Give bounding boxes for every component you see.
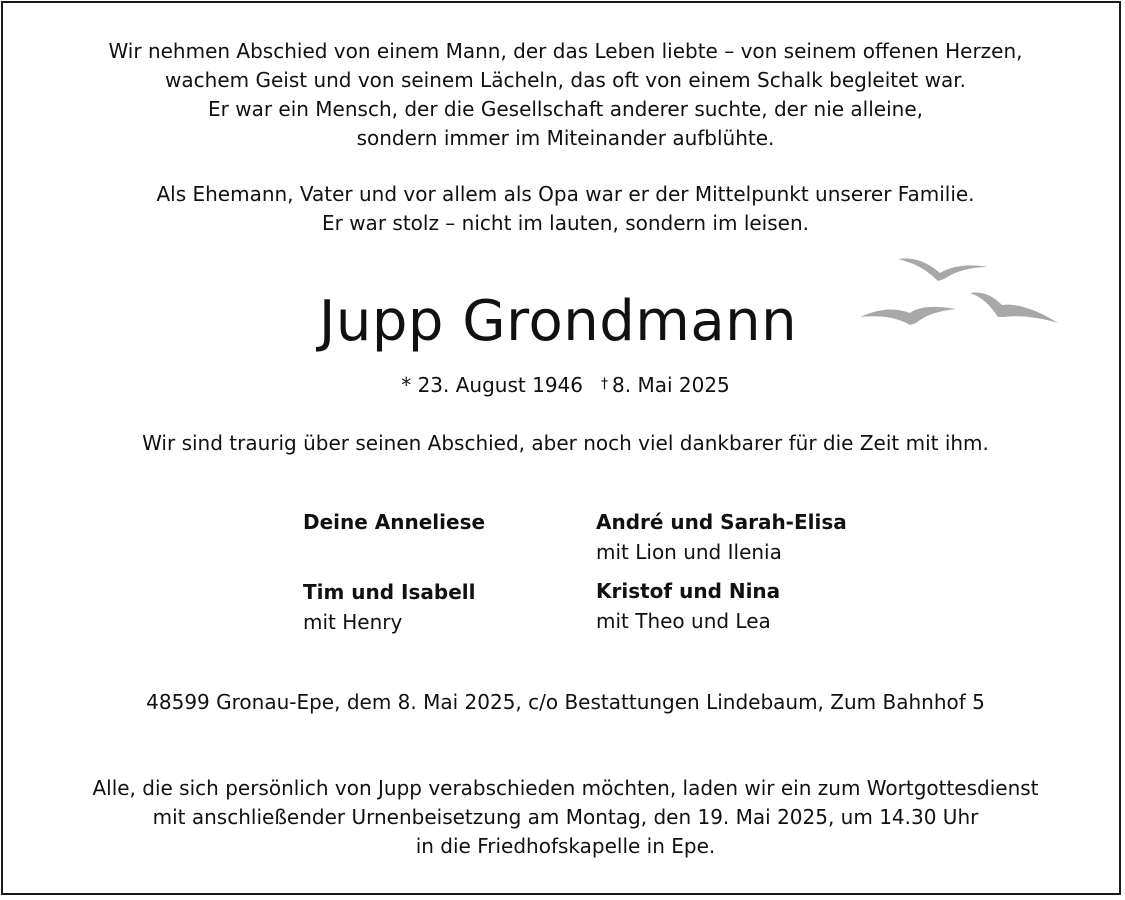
service-line-3: in die Friedhofskapelle in Epe. — [415, 834, 716, 858]
family-text-line-2: Er war stolz – nicht im lauten, sondern im leisen. — [321, 211, 809, 235]
mourner-kristof-nina — [596, 576, 780, 636]
mourner-children: mit Henry — [303, 610, 403, 634]
intro-line-2: wachem Geist und von seinem Lächeln, das oft von einem Schalk begleitet war. — [165, 68, 966, 92]
notice-frame — [1, 1, 1121, 895]
mourner-tim-isabell — [303, 577, 476, 637]
deceased-name: Jupp Grondmann — [318, 289, 798, 354]
gratitude-text: Wir sind traurig über seinen Abschied, aber noch viel dankbarer für die Zeit mit ihm. — [142, 431, 989, 455]
mourner-name: Kristof und Nina — [596, 579, 781, 603]
mourner-children: mit Lion und Ilenia — [596, 540, 782, 564]
mourner-andre-sarah — [596, 507, 847, 567]
family-text-line-1: Als Ehemann, Vater und vor allem als Opa war er der Mittelpunkt unserer Familie. — [156, 182, 975, 206]
birth-date: * 23. August 1946 — [401, 373, 583, 397]
intro-line-3: Er war ein Mensch, der die Gesellschaft anderer suchte, der nie alleine, — [208, 97, 923, 121]
mourner-name: Deine Anneliese — [303, 510, 486, 534]
address-line: 48599 Gronau-Epe, dem 8. Mai 2025, c/o Bestattungen Lindebaum, Zum Bahnhof 5 — [146, 690, 985, 714]
intro-line-1: Wir nehmen Abschied von einem Mann, der das Leben liebte – von seinem offenen Herzen, — [108, 39, 1023, 63]
mourner-children: mit Theo und Lea — [596, 609, 771, 633]
mourner-name: Tim und Isabell — [303, 580, 476, 604]
death-date: 8. Mai 2025 — [612, 373, 730, 397]
service-line-1: Alle, die sich persönlich von Jupp verabschieden möchten, laden wir ein zum Wortgottesdienst — [92, 776, 1039, 800]
mourner-name: André und Sarah-Elisa — [596, 510, 847, 534]
cross-icon: † — [601, 376, 608, 392]
life-dates — [3, 370, 1125, 400]
mourner-anneliese — [303, 507, 485, 537]
service-line-2: mit anschließender Urnenbeisetzung am Montag, den 19. Mai 2025, um 14.30 Uhr — [152, 805, 979, 829]
intro-line-4: sondern immer im Miteinander aufblühte. — [356, 126, 775, 150]
